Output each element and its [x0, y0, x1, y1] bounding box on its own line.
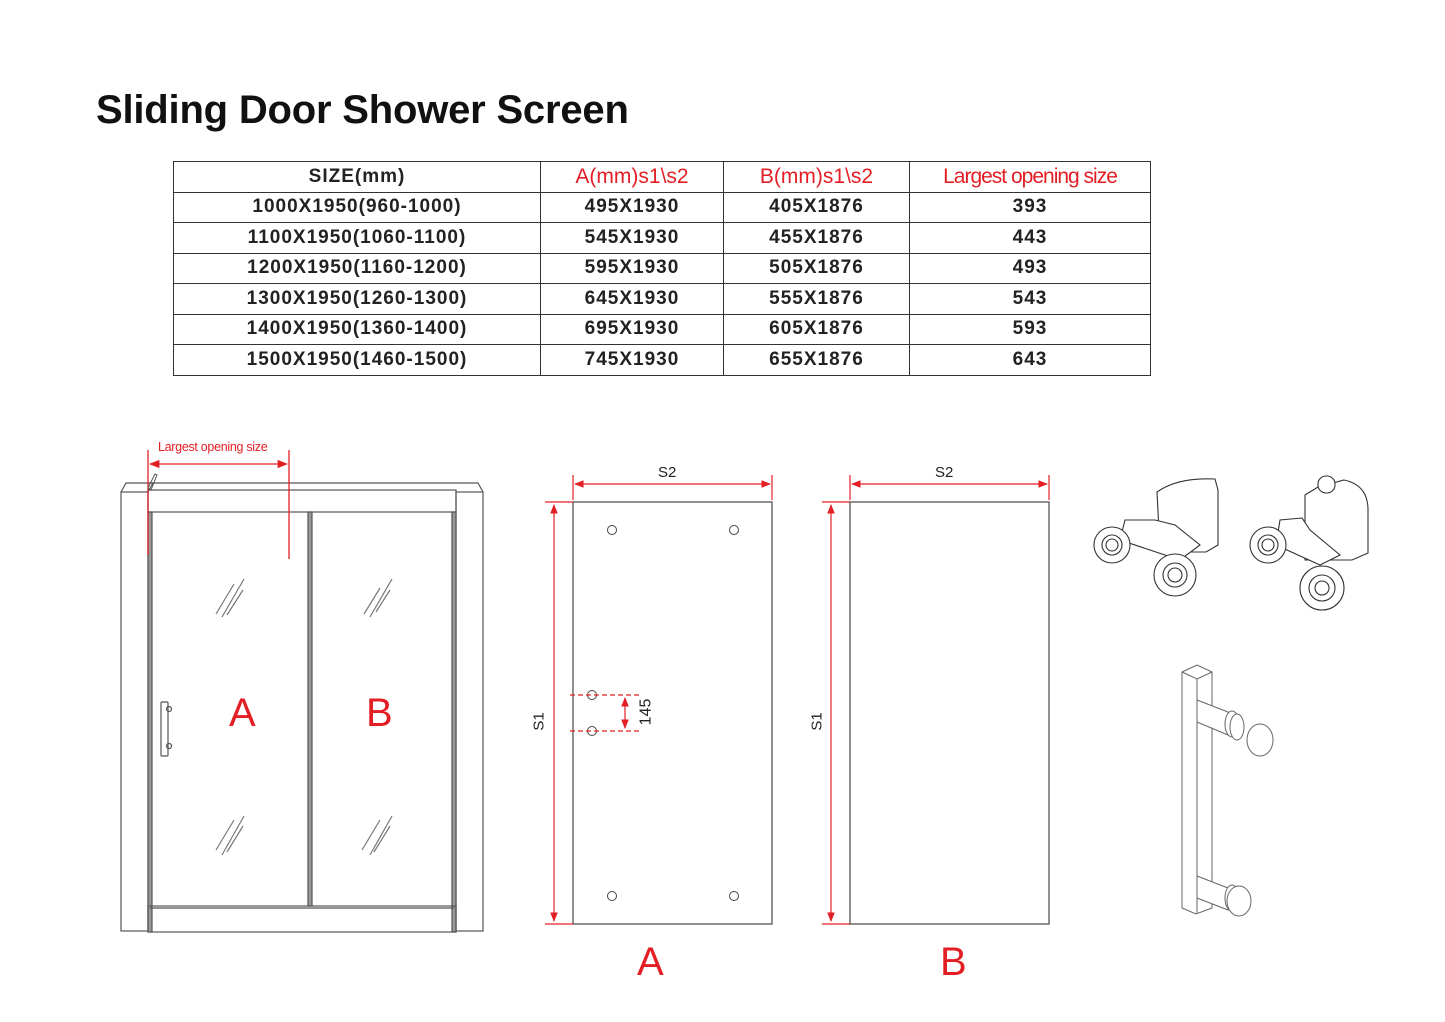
cell-opening: 543	[910, 284, 1151, 315]
cell-b: 655X1876	[724, 345, 910, 376]
front-panel-a-label: A	[229, 691, 256, 735]
cell-size: 1400X1950(1360-1400)	[174, 314, 541, 345]
front-view-drawing	[121, 483, 483, 932]
cell-size: 1000X1950(960-1000)	[174, 192, 541, 223]
panel-a-height-label: S1	[530, 712, 548, 731]
panel-b-width-label: S2	[935, 464, 954, 481]
hole-spacing-label: 145	[637, 698, 655, 726]
page-title: Sliding Door Shower Screen	[96, 88, 629, 132]
cell-size: 1100X1950(1060-1100)	[174, 223, 541, 254]
header-size: SIZE(mm)	[174, 162, 541, 193]
cell-a: 545X1930	[541, 223, 724, 254]
cell-a: 495X1930	[541, 192, 724, 223]
header-panel-a: A(mm)s1\s2	[541, 162, 724, 193]
roller-wheel-icon	[1250, 476, 1368, 610]
cell-b: 455X1876	[724, 223, 910, 254]
door-handle-icon	[1182, 665, 1273, 916]
panel-a-caption: A	[637, 940, 664, 984]
opening-dimension	[148, 450, 289, 559]
hole-icon	[608, 526, 617, 535]
post-edge-icon	[148, 474, 157, 490]
front-panel-b-label: B	[366, 691, 393, 735]
cell-b: 555X1876	[724, 284, 910, 315]
panel-a-width-label: S2	[658, 464, 677, 481]
cell-b: 505X1876	[724, 253, 910, 284]
hole-icon	[730, 892, 739, 901]
panel-a-drawing	[545, 475, 772, 924]
hole-icon	[730, 526, 739, 535]
cell-a: 595X1930	[541, 253, 724, 284]
cell-size: 1300X1950(1260-1300)	[174, 284, 541, 315]
cell-size: 1200X1950(1160-1200)	[174, 253, 541, 284]
cell-a: 695X1930	[541, 314, 724, 345]
hole-icon	[608, 892, 617, 901]
cell-a: 745X1930	[541, 345, 724, 376]
cell-opening: 493	[910, 253, 1151, 284]
cell-opening: 393	[910, 192, 1151, 223]
roller-wheel-icon	[1094, 479, 1218, 596]
cell-opening: 593	[910, 314, 1151, 345]
panel-b-height-label: S1	[808, 712, 826, 731]
cell-opening: 643	[910, 345, 1151, 376]
cell-a: 645X1930	[541, 284, 724, 315]
header-panel-b: B(mm)s1\s2	[724, 162, 910, 193]
header-opening: Largest opening size	[910, 162, 1151, 193]
cell-size: 1500X1950(1460-1500)	[174, 345, 541, 376]
cell-b: 605X1876	[724, 314, 910, 345]
panel-b-caption: B	[940, 940, 967, 984]
cell-b: 405X1876	[724, 192, 910, 223]
opening-dimension-label: Largest opening size	[158, 440, 268, 454]
cell-opening: 443	[910, 223, 1151, 254]
panel-b-drawing	[822, 475, 1049, 924]
